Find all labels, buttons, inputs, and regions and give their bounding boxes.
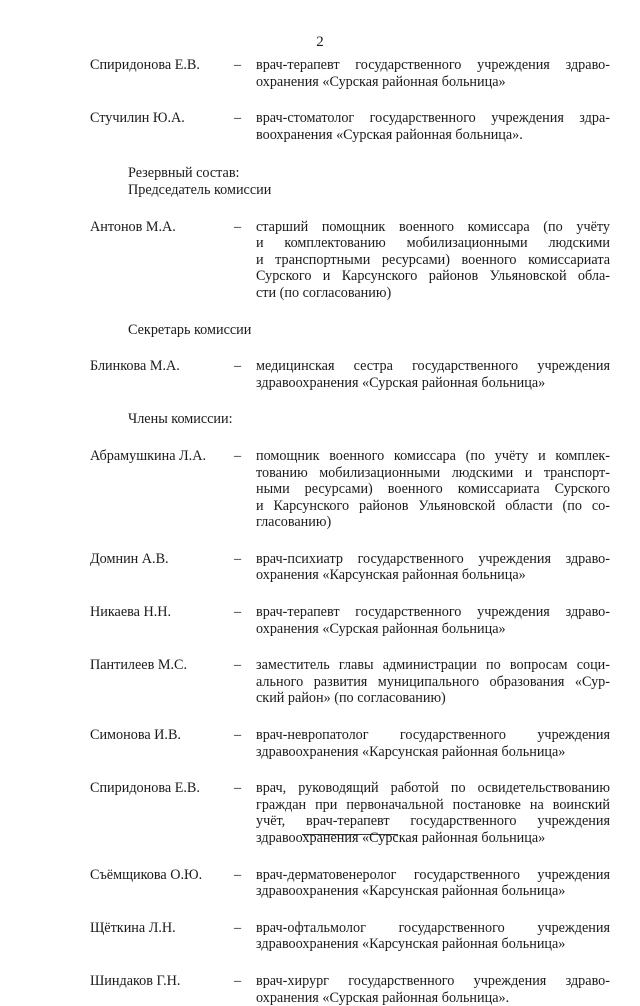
position-description <box>256 727 610 760</box>
member-entry <box>90 780 610 846</box>
position-description <box>256 867 610 900</box>
position-description <box>256 551 610 584</box>
member-entry <box>90 110 610 143</box>
dash-separator: – <box>234 919 242 936</box>
person-name: Антонов М.А. <box>90 218 176 235</box>
description-line: охранения «Сурская районная больница». <box>256 989 510 1006</box>
description-line: врач-невропатолог государственного учреждения <box>256 727 610 744</box>
description-line: врач-терапевт государственного учреждения здраво- <box>256 57 610 73</box>
description-line: врач-хирург государственного учреждения здраво- <box>256 972 610 989</box>
description-line: врач-дерматовенеролог государственного учреждения <box>256 866 610 883</box>
description-line: ального развития муниципального образования «Сур- <box>256 673 610 690</box>
description-line: старший помощник военного комиссара (по учёту <box>256 218 610 235</box>
person-name: Спиридонова Е.В. <box>90 57 200 73</box>
dash-separator: – <box>234 866 242 883</box>
person-name: Спиридонова Е.В. <box>90 780 200 797</box>
member-entry <box>90 604 610 637</box>
dash-separator: – <box>234 550 242 567</box>
position-description <box>256 973 610 1006</box>
member-entry <box>90 448 610 531</box>
chairman-entry <box>90 219 610 302</box>
description-line: воохранения «Сурская районная больница». <box>256 126 523 143</box>
position-description <box>256 657 610 707</box>
description-line: граждан при первоначальной постановке на воинский <box>256 796 610 813</box>
position-description <box>256 110 610 143</box>
dash-separator: – <box>234 657 242 674</box>
dash-separator: – <box>234 57 242 73</box>
description-line: заместитель главы администрации по вопросам соци- <box>256 657 610 674</box>
member-entry <box>90 920 610 953</box>
reserve-title: Резервный состав: <box>128 165 240 182</box>
position-description <box>256 358 610 391</box>
dash-separator: – <box>234 972 242 989</box>
page-number: 2 <box>316 34 324 50</box>
description-line: охранения «Сурская районная больница» <box>256 620 506 637</box>
person-name: Стучилин Ю.А. <box>90 110 185 127</box>
description-line: и комплектованию мобилизационными людскими <box>256 235 610 252</box>
position-description <box>256 57 610 90</box>
description-line: здравоохранения «Карсунская районная больница» <box>256 936 566 953</box>
description-line: здравоохранения «Карсунская районная больница» <box>256 743 566 760</box>
position-description <box>256 920 610 953</box>
person-name: Никаева Н.Н. <box>90 604 172 621</box>
dash-separator: – <box>234 110 242 127</box>
dash-separator: – <box>234 604 242 621</box>
description-line: врач, руководящий работой по освидетельствованию <box>256 780 610 797</box>
description-line: врач-стоматолог государственного учреждения здра- <box>256 110 610 127</box>
description-line: и транспортными ресурсами) военного комиссариата <box>256 251 610 268</box>
description-line: и Карсунского районов Ульяновской области (по со- <box>256 497 610 514</box>
description-line: врач-терапевт государственного учреждения здраво- <box>256 604 610 621</box>
description-line: здравоохранения «Карсунская районная больница» <box>256 883 566 900</box>
person-name: Симонова И.В. <box>90 727 181 744</box>
person-name: Пантилеев М.С. <box>90 657 188 674</box>
description-line: тованию мобилизационными людскими и транспорт- <box>256 464 610 481</box>
commission-list <box>90 57 610 1006</box>
description-line: гласованию) <box>256 514 332 531</box>
position-description <box>256 219 610 302</box>
secretary-label: Секретарь комиссии <box>128 321 252 338</box>
position-description <box>256 448 610 531</box>
dash-separator: – <box>234 358 242 375</box>
person-name: Домнин А.В. <box>90 550 169 567</box>
person-name: Блинкова М.А. <box>90 358 180 375</box>
member-entry <box>90 727 610 760</box>
member-entry <box>90 867 610 900</box>
position-description <box>256 604 610 637</box>
description-line: Сурского и Карсунского районов Ульяновской обла- <box>256 268 610 285</box>
description-line: медицинская сестра государственного учреждения <box>256 358 610 375</box>
member-entry <box>90 973 610 1006</box>
person-name: Щёткина Л.Н. <box>90 919 176 936</box>
description-line: учёт, врач-терапевт государственного учреждения <box>256 813 610 830</box>
position-description <box>256 780 610 846</box>
secretary-entry <box>90 358 610 391</box>
person-name: Съёмщикова О.Ю. <box>90 866 203 883</box>
member-entry <box>90 657 610 707</box>
description-line: помощник военного комиссара (по учёту и комплек- <box>256 447 610 464</box>
chairman-label: Председатель комиссии <box>128 181 272 198</box>
dash-separator: – <box>234 218 242 235</box>
description-line: охранения «Сурская районная больница» <box>256 73 506 90</box>
dash-separator: – <box>234 447 242 464</box>
person-name: Абрамушкина Л.А. <box>90 447 207 464</box>
dash-separator: – <box>234 780 242 797</box>
description-line: охранения «Карсунская районная больница» <box>256 567 526 584</box>
description-line: здравоохранения «Сурская районная больница» <box>256 374 546 391</box>
description-line: врач-офтальмолог государственного учреждения <box>256 919 610 936</box>
member-entry <box>90 551 610 584</box>
description-line: ными ресурсами) военного комиссариата Сурского <box>256 481 610 498</box>
person-name: Шиндаков Г.Н. <box>90 972 181 989</box>
dash-separator: – <box>234 727 242 744</box>
members-label: Члены комиссии: <box>128 411 233 428</box>
description-line: врач-психиатр государственного учреждения здраво- <box>256 550 610 567</box>
description-line: ский район» (по согласованию) <box>256 690 446 707</box>
closing-rule <box>302 834 398 835</box>
description-line: сти (по согласованию) <box>256 284 392 301</box>
member-entry <box>90 57 610 90</box>
description-line: здравоохранения «Сурская районная больница» <box>256 830 546 846</box>
